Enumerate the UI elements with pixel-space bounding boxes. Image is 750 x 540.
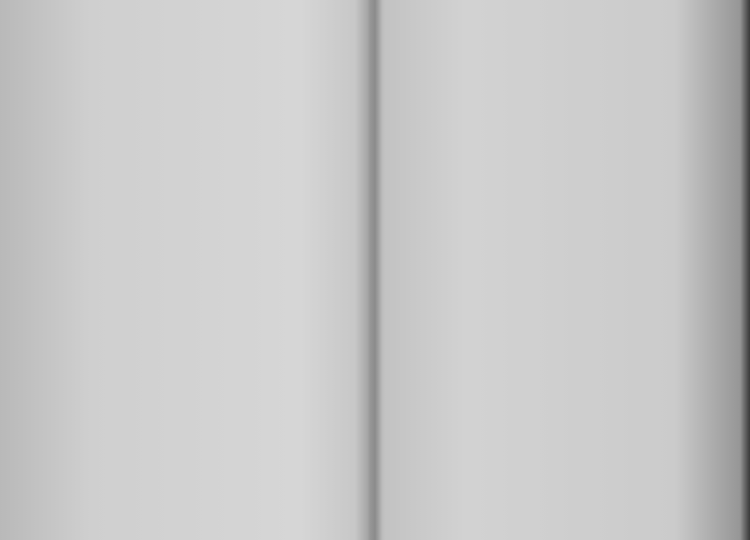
left-top-paragraph — [10, 19, 355, 24]
right-page — [392, 0, 743, 540]
left-paragraph-1 — [10, 19, 355, 24]
left-page — [10, 0, 363, 540]
left-page-body — [10, 19, 355, 24]
section-number — [10, 19, 355, 24]
right-page-body — [392, 20, 737, 24]
left-paragraph-2 — [10, 19, 355, 24]
right-paragraph-2 — [392, 20, 737, 24]
page-number — [10, 1, 355, 20]
page-number — [392, 2, 737, 20]
right-paragraph-1 — [392, 20, 737, 24]
